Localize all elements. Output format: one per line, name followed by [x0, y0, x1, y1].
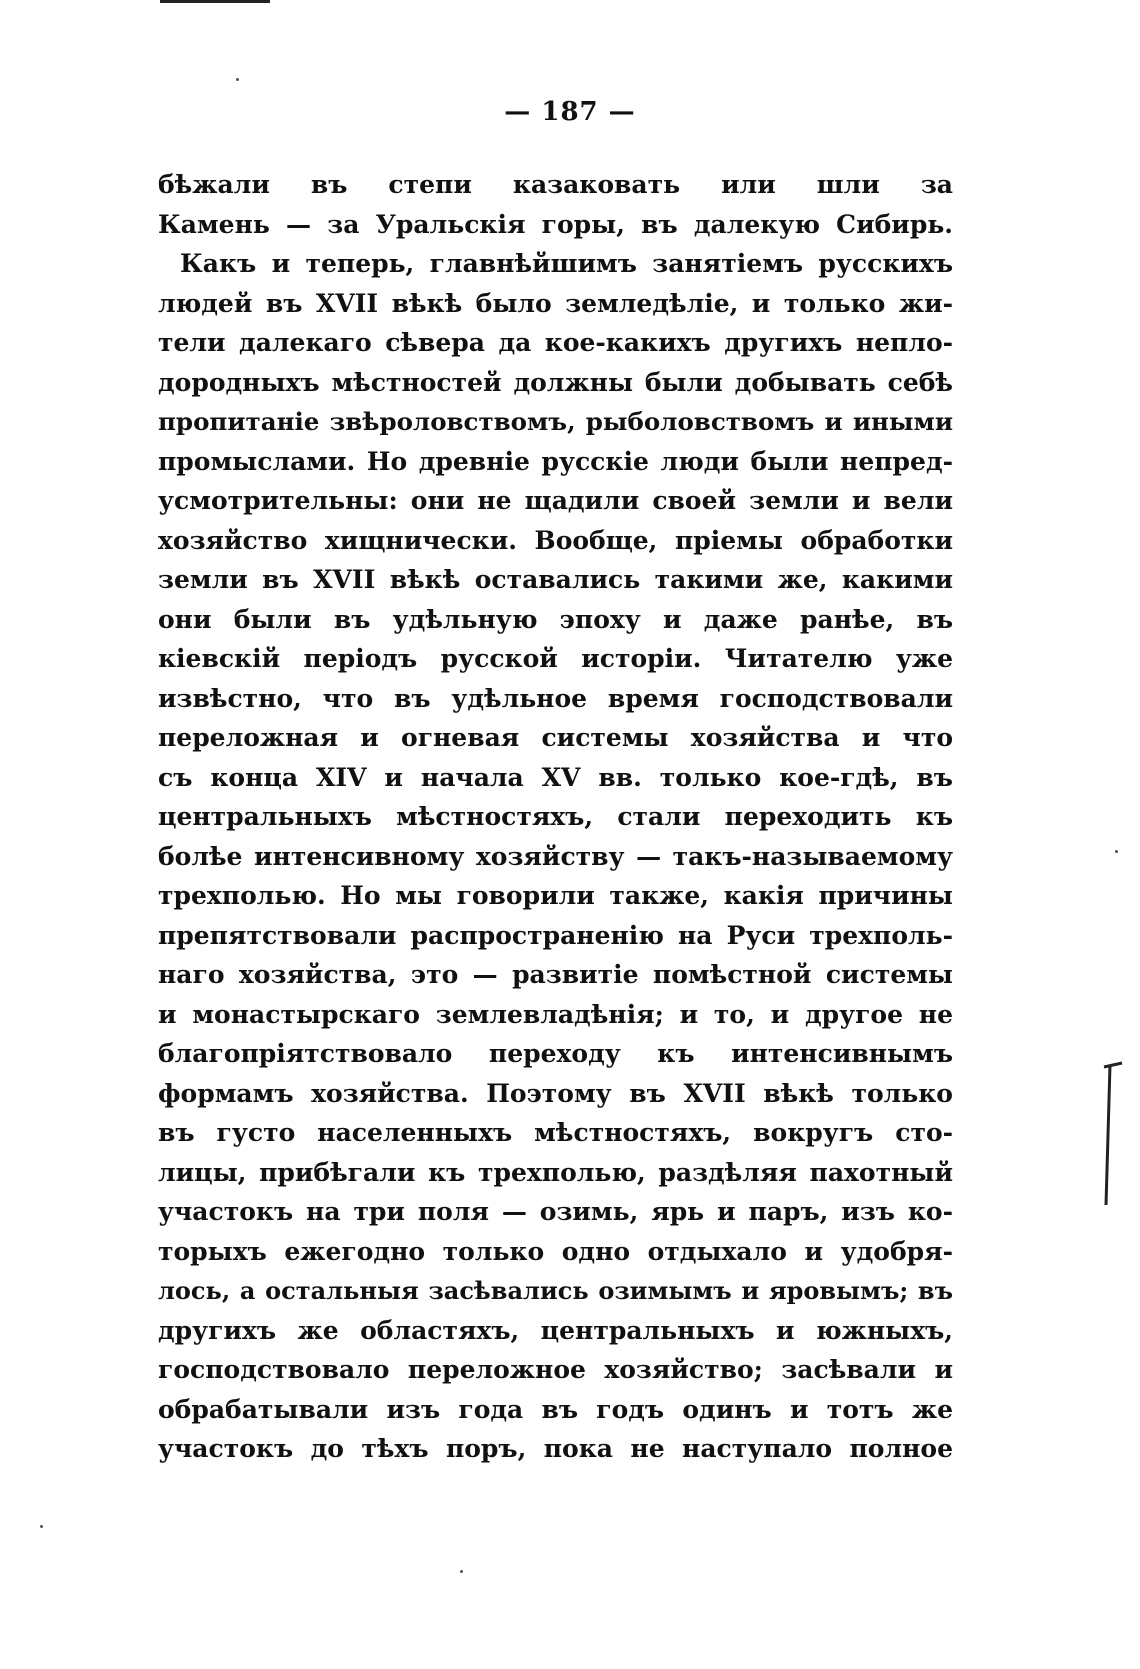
scan-speck: [40, 1525, 43, 1528]
text-line: другихъ же областяхъ, центральныхъ и южныхъ,: [158, 1315, 953, 1345]
text-line: господствовало переложное хозяйство; засѣвали и: [158, 1355, 953, 1384]
text-line: извѣстно, что въ удѣльное время господствовали: [158, 683, 953, 713]
text-line: центральныхъ мѣстностяхъ, стали переходить къ: [158, 802, 953, 831]
text-line: лось, а остальныя засѣвались озимымъ и яровымъ; въ: [158, 1276, 953, 1305]
text-line: кіевскій періодъ русской исторіи. Читателю уже: [158, 644, 953, 673]
text-line: Какъ и теперь, главнѣйшимъ занятіемъ русскихъ: [180, 249, 953, 278]
text-line: благопріятствовало переходу къ интенсивнымъ: [158, 1039, 953, 1068]
text-line: обрабатывали изъ года въ годъ одинъ и тотъ же: [158, 1394, 953, 1424]
text-line: бѣжали въ степи казаковать или шли за: [158, 170, 953, 199]
text-line: Камень — за Уральскія горы, въ далекую Сибирь.: [158, 209, 953, 239]
text-line: въ густо населенныхъ мѣстностяхъ, вокругъ сто-: [158, 1118, 953, 1147]
text-line: пропитаніе звѣроловствомъ, рыболовствомъ и иными: [158, 407, 953, 436]
text-line: трехполью. Но мы говорили также, какія причины: [158, 881, 953, 910]
page-number: — 187 —: [504, 97, 636, 127]
text-line: болѣе интенсивному хозяйству — такъ-называемому: [158, 841, 953, 871]
text-line: дородныхъ мѣстностей должны были добывать себѣ: [158, 367, 953, 397]
text-line: участокъ на три поля — озимь, ярь и паръ, изъ ко-: [158, 1197, 953, 1226]
margin-bracket-mark: [1100, 1055, 1124, 1215]
text-line: земли въ XVII вѣкѣ оставались такими же, какими: [158, 565, 953, 594]
top-rule-fragment: [160, 0, 270, 3]
scan-speck: [1115, 850, 1118, 853]
text-line: они были въ удѣльную эпоху и даже ранѣе, въ: [158, 604, 953, 634]
scan-speck: [236, 78, 239, 81]
text-line: формамъ хозяйства. Поэтому въ XVII вѣкѣ только: [158, 1078, 953, 1108]
text-line: съ конца XIV и начала XV вв. только кое-гдѣ, въ: [158, 762, 953, 792]
text-line: усмотрительны: они не щадили своей земли и вели: [158, 486, 953, 515]
text-line: и монастырскаго землевладѣнія; и то, и другое не: [158, 999, 953, 1029]
text-line: людей въ XVII вѣкѣ было земледѣліе, и только жи-: [158, 288, 953, 318]
text-line: переложная и огневая системы хозяйства и что: [158, 723, 953, 752]
text-line: наго хозяйства, это — развитіе помѣстной системы: [158, 960, 953, 989]
text-line: тели далекаго сѣвера да кое-какихъ другихъ неплo-: [158, 328, 953, 357]
scan-speck: [460, 1570, 463, 1573]
text-line: торыхъ ежегодно только одно отдыхало и удобря-: [158, 1236, 953, 1266]
text-line: хозяйство хищнически. Вообще, пріемы обработки: [158, 525, 953, 555]
text-line: промыслами. Но древніе русскіе люди были непред-: [158, 446, 953, 476]
text-line: препятствовали распространенію на Руси трехполь-: [158, 920, 953, 950]
text-line: лицы, прибѣгали къ трехполью, раздѣляя пахотный: [158, 1157, 953, 1187]
text-line: участокъ до тѣхъ поръ, пока не наступало полное: [158, 1434, 953, 1463]
body-text: [158, 165, 953, 1469]
